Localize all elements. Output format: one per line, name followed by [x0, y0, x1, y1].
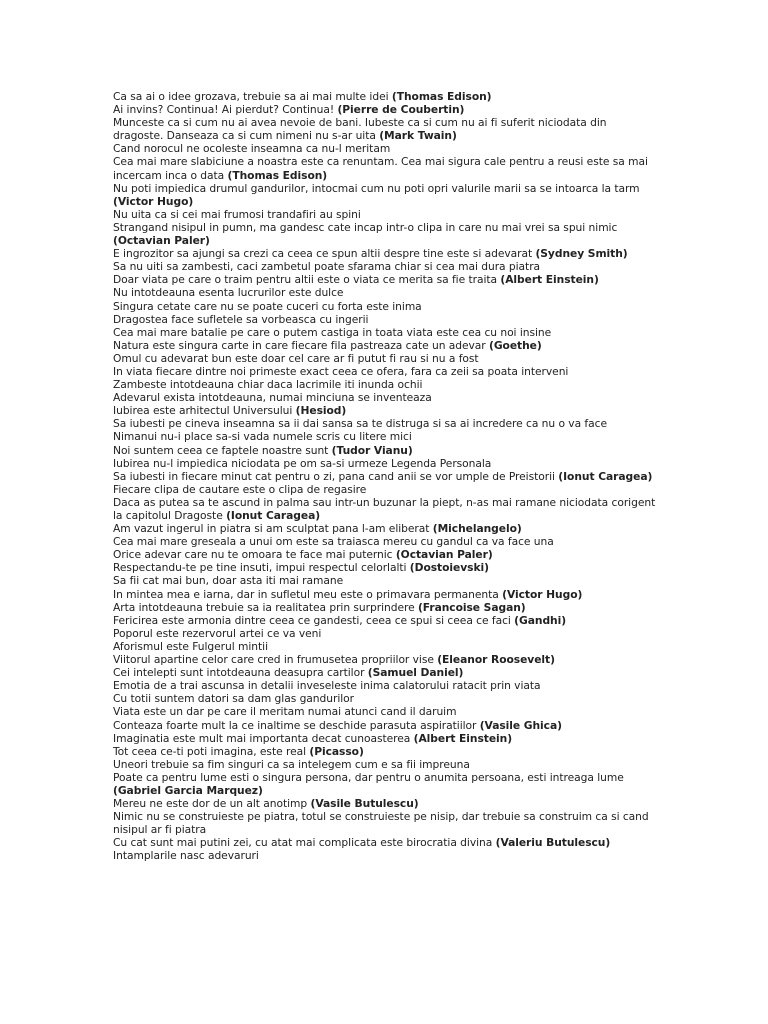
- quote-line: [113, 339, 658, 352]
- quote-author: (Vasile Ghica): [479, 718, 562, 732]
- quote-text: Daca as putea sa te ascund in palma sau intr-un buzunar la piept, n-as mai ramane niciodata corigent la capitolul Dragoste: [113, 495, 656, 522]
- quote-line: [113, 640, 658, 653]
- quote-text: Tot ceea ce-ti poti imagina, este real: [113, 744, 310, 758]
- quote-line: [113, 535, 658, 548]
- quote-line: [113, 417, 658, 430]
- quote-text: Uneori trebuie sa fim singuri ca sa intelegem cum e sa fii impreuna: [113, 757, 470, 771]
- quote-author: (Valeriu Butulescu): [495, 836, 611, 850]
- quote-text: Munceste ca si cum nu ai avea nevoie de bani. Iubeste ca si cum nu ai fi suferit niciodata din dragoste. Danseaza ca si cum nimeni nu s-ar uita: [113, 116, 607, 143]
- quote-line: [113, 142, 658, 155]
- quote-author: (Sydney Smith): [535, 247, 628, 261]
- quote-author: (Goethe): [489, 338, 542, 352]
- quote-text: Singura cetate care nu se poate cuceri cu forta este inima: [113, 299, 422, 313]
- quote-line: [113, 758, 658, 771]
- quote-text: Aforismul este Fulgerul mintii: [113, 639, 269, 653]
- quote-line: [113, 470, 658, 483]
- quote-line: [113, 90, 658, 103]
- quote-line: [113, 155, 658, 181]
- quote-line: [113, 771, 658, 797]
- quote-text: Nimic nu se construieste pe piatra, totul se construieste pe nisip, dar trebuie sa construim ca si cand nisipul ar fi piatra: [113, 810, 649, 837]
- quote-text: Iubirea nu-l impiedica niciodata pe om sa-si urmeze Legenda Personala: [113, 456, 492, 470]
- quote-line: [113, 745, 658, 758]
- quote-line: [113, 365, 658, 378]
- quote-line: [113, 574, 658, 587]
- quote-line: [113, 260, 658, 273]
- quote-text: Cu cat sunt mai putini zei, cu atat mai complicata este birocratia divina: [113, 836, 496, 850]
- quote-text: Am vazut ingerul in piatra si am sculptat pana l-am eliberat: [113, 522, 433, 536]
- quote-line: [113, 313, 658, 326]
- quote-line: [113, 300, 658, 313]
- quote-line: [113, 666, 658, 679]
- quote-text: Fiecare clipa de cautare este o clipa de regasire: [113, 482, 367, 496]
- quote-line: [113, 430, 658, 443]
- quote-text: Iubirea este arhitectul Universului: [113, 404, 296, 418]
- quote-author: (Octavian Paler): [113, 234, 210, 248]
- quote-text: Cei intelepti sunt intotdeauna deasupra cartilor: [113, 666, 368, 680]
- quote-text: Cea mai mare greseala a unui om este sa traiasca mereu cu gandul ca va face una: [113, 535, 554, 549]
- quote-text: Nu intotdeauna esenta lucrurilor este dulce: [113, 286, 344, 300]
- quote-text: Imaginatia este mult mai importanta decat cunoasterea: [113, 731, 414, 745]
- quote-line: [113, 391, 658, 404]
- quote-text: Noi suntem ceea ce faptele noastre sunt: [113, 443, 332, 457]
- quote-line: [113, 221, 658, 247]
- quote-line: [113, 404, 658, 417]
- quote-line: [113, 810, 658, 836]
- quote-text: In viata fiecare dintre noi primeste exact ceea ce ofera, fara ca zeii sa poata interveni: [113, 364, 569, 378]
- quote-line: [113, 457, 658, 470]
- quote-text: Cu totii suntem datori sa dam glas gandurilor: [113, 692, 355, 706]
- quote-line: [113, 522, 658, 535]
- quote-line: [113, 627, 658, 640]
- quote-line: [113, 352, 658, 365]
- quote-line: [113, 692, 658, 705]
- quote-text: Sa nu uiti sa zambesti, caci zambetul poate sfarama chiar si cea mai dura piatra: [113, 260, 541, 274]
- quotes-list: [113, 90, 658, 863]
- quote-text: Sa iubesti in fiecare minut cat pentru o zi, pana cand anii se vor umple de Preistorii: [113, 469, 559, 483]
- quote-line: [113, 614, 658, 627]
- quote-line: [113, 378, 658, 391]
- quote-line: [113, 797, 658, 810]
- quote-line: [113, 679, 658, 692]
- quote-text: Cea mai mare slabiciune a noastra este ca renuntam. Cea mai sigura cale pentru a reusi este sa mai incercam inca o data: [113, 155, 648, 182]
- quote-author: (Victor Hugo): [113, 194, 194, 208]
- quote-line: [113, 247, 658, 260]
- quote-author: (Mark Twain): [379, 129, 457, 143]
- quote-text: Conteaza foarte mult la ce inaltime se deschide parasuta aspiratiilor: [113, 718, 480, 732]
- quote-author: (Victor Hugo): [502, 587, 583, 601]
- quote-line: [113, 561, 658, 574]
- quote-line: [113, 444, 658, 457]
- quote-author: (Francoise Sagan): [417, 600, 526, 614]
- quote-author: (Octavian Paler): [395, 548, 493, 562]
- quote-text: Doar viata pe care o traim pentru altii este o viata ce merita sa fie traita: [113, 273, 501, 287]
- quote-line: [113, 182, 658, 208]
- quote-line: [113, 286, 658, 299]
- quote-author: (Dostoievski): [409, 561, 489, 575]
- quote-text: Ca sa ai o idee grozava, trebuie sa ai mai multe idei: [113, 90, 392, 103]
- quote-line: [113, 273, 658, 286]
- quote-line: [113, 496, 658, 522]
- quote-author: (Thomas Edison): [391, 90, 492, 103]
- quote-text: Poporul este rezervorul artei ce va veni: [113, 626, 322, 640]
- quote-line: [113, 705, 658, 718]
- quote-line: [113, 483, 658, 496]
- quote-author: (Gabriel Garcia Marquez): [113, 783, 263, 797]
- quote-author: (Ionut Caragea): [558, 469, 653, 483]
- quote-text: Mereu ne este dor de un alt anotimp: [113, 797, 311, 811]
- quote-text: Emotia de a trai ascunsa in detalii inveseleste inima calatorului ratacit prin viata: [113, 679, 541, 693]
- quote-author: (Albert Einstein): [413, 731, 513, 745]
- quote-line: [113, 208, 658, 221]
- quote-text: Sa iubesti pe cineva inseamna sa ii dai sansa sa te distruga si sa ai incredere ca nu o va face: [113, 417, 607, 431]
- quote-author: (Vasile Butulescu): [310, 797, 419, 811]
- quote-text: Nimanui nu-i place sa-si vada numele scris cu litere mici: [113, 430, 412, 444]
- quote-text: Viitorul apartine celor care cred in frumusetea propriilor vise: [113, 653, 438, 667]
- quote-text: Strangand nisipul in pumn, ma gandesc cate incap intr-o clipa in care nu mai vrei sa spui nimic: [113, 220, 618, 234]
- quote-line: [113, 849, 658, 862]
- quote-text: Arta intotdeauna trebuie sa ia realitatea prin surprindere: [113, 600, 418, 614]
- quote-text: Respectandu-te pe tine insuti, impui respectul celorlalti: [113, 561, 410, 575]
- quote-author: (Michelangelo): [432, 522, 522, 536]
- quote-text: Adevarul exista intotdeauna, numai minciuna se inventeaza: [113, 391, 432, 405]
- quote-text: Viata este un dar pe care il meritam numai atunci cand il daruim: [113, 705, 457, 719]
- quote-text: Intamplarile nasc adevaruri: [113, 849, 259, 863]
- quote-author: (Hesiod): [295, 404, 347, 418]
- quote-line: [113, 601, 658, 614]
- quote-text: Poate ca pentru lume esti o singura persona, dar pentru o anumita persoana, esti intreaga lume: [113, 770, 624, 784]
- quote-text: Cea mai mare batalie pe care o putem castiga in toata viata este cea cu noi insine: [113, 325, 552, 339]
- quote-line: [113, 719, 658, 732]
- quote-text: Fericirea este armonia dintre ceea ce gandesti, ceea ce spui si ceea ce faci: [113, 613, 515, 627]
- quote-author: (Picasso): [309, 744, 364, 758]
- quote-line: [113, 653, 658, 666]
- quote-line: [113, 326, 658, 339]
- quote-text: Nu poti impiedica drumul gandurilor, intocmai cum nu poti opri valurile marii sa se intoarca la tarm: [113, 181, 640, 195]
- quote-text: Ai invins? Continua! Ai pierdut? Continua!: [113, 103, 338, 117]
- quote-text: Dragostea face sufletele sa vorbeasca cu ingerii: [113, 312, 369, 326]
- quote-line: [113, 588, 658, 601]
- quote-author: (Tudor Vianu): [331, 443, 413, 457]
- quote-line: [113, 836, 658, 849]
- quote-line: [113, 116, 658, 142]
- quote-text: Orice adevar care nu te omoara te face mai puternic: [113, 548, 396, 562]
- quote-author: (Eleanor Roosevelt): [437, 653, 555, 667]
- quote-text: Omul cu adevarat bun este doar cel care ar fi putut fi rau si nu a fost: [113, 351, 479, 365]
- quote-text: Sa fii cat mai bun, doar asta iti mai ramane: [113, 574, 344, 588]
- quote-author: (Thomas Edison): [227, 168, 328, 182]
- quote-text: Cand norocul ne ocoleste inseamna ca nu-l meritam: [113, 142, 391, 156]
- quote-text: E ingrozitor sa ajungi sa crezi ca ceea ce spun altii despre tine este si adevarat: [113, 247, 536, 261]
- quote-line: [113, 548, 658, 561]
- quote-text: Nu uita ca si cei mai frumosi trandafiri au spini: [113, 207, 361, 221]
- quote-text: Zambeste intotdeauna chiar daca lacrimile iti inunda ochii: [113, 378, 423, 392]
- quote-author: (Albert Einstein): [500, 273, 599, 287]
- quote-author: (Pierre de Coubertin): [337, 103, 465, 117]
- quote-line: [113, 103, 658, 116]
- quote-author: (Samuel Daniel): [367, 666, 464, 680]
- quote-text: In mintea mea e iarna, dar in sufletul meu este o primavara permanenta: [113, 587, 503, 601]
- quote-text: Natura este singura carte in care fiecare fila pastreaza cate un adevar: [113, 338, 489, 352]
- quote-author: (Gandhi): [514, 613, 567, 627]
- quote-author: (Ionut Caragea): [226, 509, 321, 522]
- quote-line: [113, 732, 658, 745]
